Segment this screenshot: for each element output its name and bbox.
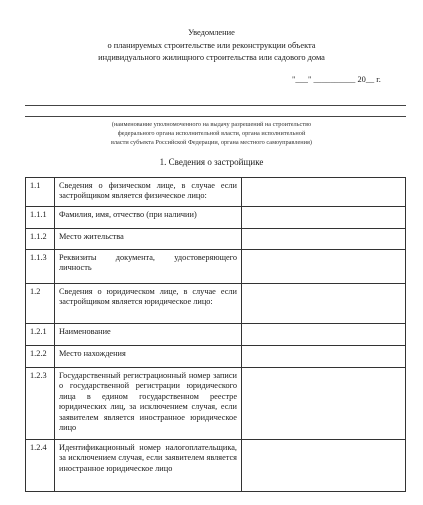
table-row bbox=[26, 368, 406, 440]
section-title: 1. Сведения о застройщике bbox=[159, 157, 264, 167]
date-line[interactable]: "___" __________ 20__ г. bbox=[292, 75, 381, 84]
document-subtitle-line1: о планируемых строительстве или реконструкции объекта bbox=[107, 41, 316, 50]
row-value-field[interactable] bbox=[242, 324, 406, 346]
row-number: 1.2.1 bbox=[26, 324, 55, 346]
row-value-field[interactable] bbox=[242, 250, 406, 284]
addressee-caption-line3: власти субъекта Российской Федерации, органа местного самоуправления) bbox=[110, 139, 312, 146]
row-label: Реквизиты документа, удостоверяющего личность bbox=[55, 250, 242, 284]
table-row bbox=[26, 284, 406, 324]
row-label: Наименование bbox=[55, 324, 242, 346]
row-value-field[interactable] bbox=[242, 178, 406, 207]
row-label: Идентификационный номер налогоплательщика, за исключением случая, если заявителем является иностранное юридическое лицо bbox=[55, 440, 242, 492]
table-row bbox=[26, 207, 406, 229]
row-number: 1.2.2 bbox=[26, 346, 55, 368]
row-label: Сведения о физическом лице, в случае если застройщиком является физическое лицо: bbox=[55, 178, 242, 207]
addressee-line-2[interactable] bbox=[25, 116, 406, 117]
row-value-field[interactable] bbox=[242, 284, 406, 324]
table-row bbox=[26, 229, 406, 250]
table-row bbox=[26, 440, 406, 492]
row-label: Место жительства bbox=[55, 229, 242, 250]
table-row bbox=[26, 178, 406, 207]
row-value-field[interactable] bbox=[242, 440, 406, 492]
row-number: 1.1 bbox=[26, 178, 55, 207]
row-value-field[interactable] bbox=[242, 346, 406, 368]
row-label: Государственный регистрационный номер записи о государственной регистрации юридического лица в едином государственном реестре юридических лиц, за исключением случая, если заявителем является иностранное юридическое лицо bbox=[55, 368, 242, 440]
row-label: Фамилия, имя, отчество (при наличии) bbox=[55, 207, 242, 229]
table-row bbox=[26, 324, 406, 346]
addressee-caption-line1: (наименование уполномоченного на выдачу разрешений на строительство bbox=[111, 121, 312, 128]
row-label: Сведения о юридическом лице, в случае если застройщиком является юридическое лицо: bbox=[55, 284, 242, 324]
row-number: 1.1.1 bbox=[26, 207, 55, 229]
row-value-field[interactable] bbox=[242, 207, 406, 229]
row-number: 1.2.4 bbox=[26, 440, 55, 492]
row-number: 1.1.2 bbox=[26, 229, 55, 250]
table-row bbox=[26, 346, 406, 368]
document-subtitle-line2: индивидуального жилищного строительства или садового дома bbox=[98, 53, 325, 62]
row-number: 1.2 bbox=[26, 284, 55, 324]
row-label: Место нахождения bbox=[55, 346, 242, 368]
row-value-field[interactable] bbox=[242, 368, 406, 440]
row-value-field[interactable] bbox=[242, 229, 406, 250]
row-number: 1.2.3 bbox=[26, 368, 55, 440]
addressee-line-1[interactable] bbox=[25, 105, 406, 106]
document-title: Уведомление bbox=[188, 28, 235, 37]
developer-info-table bbox=[25, 177, 406, 492]
row-number: 1.1.3 bbox=[26, 250, 55, 284]
table-row bbox=[26, 250, 406, 284]
addressee-caption-line2: федерального органа исполнительной власти, органа исполнительной bbox=[117, 130, 306, 137]
